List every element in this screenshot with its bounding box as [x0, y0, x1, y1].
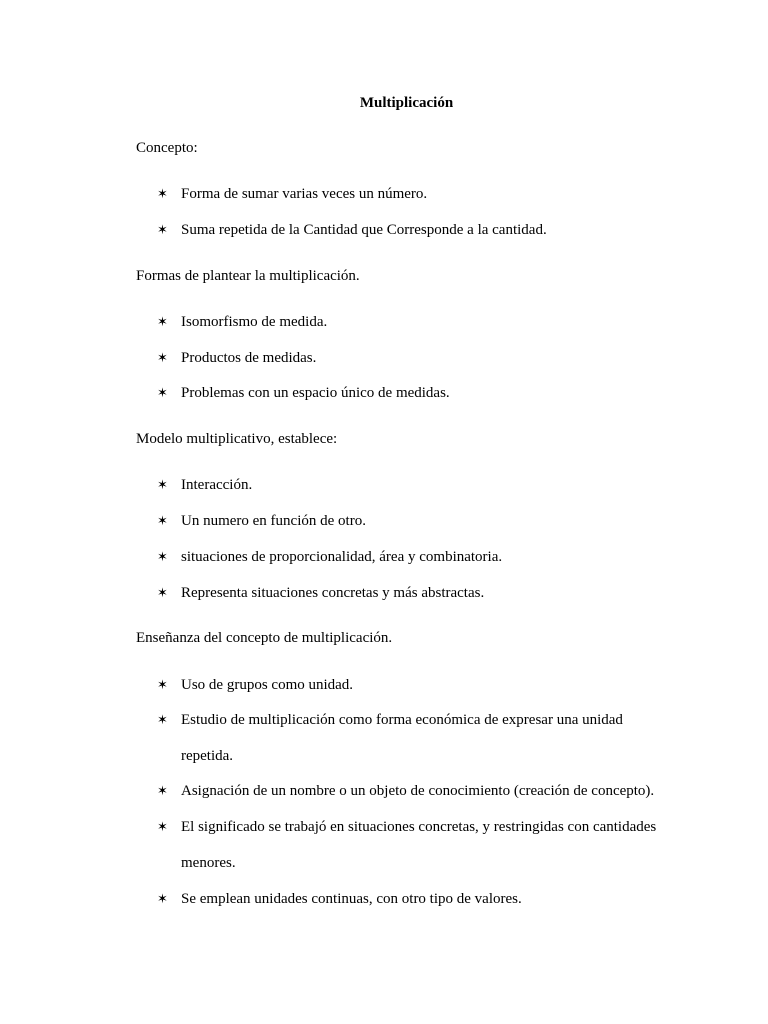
bullet-star-icon: ✶: [157, 350, 168, 365]
list-item-text: Isomorfismo de medida.: [181, 314, 328, 330]
list-item-text: Asignación de un nombre o un objeto de conocimiento (creación de concepto).: [181, 783, 655, 799]
section-heading-ensenanza: Enseñanza del concepto de multiplicación.: [136, 630, 393, 646]
bullet-star-icon: ✶: [157, 712, 168, 727]
list-item: [157, 575, 677, 611]
bullet-star-icon: ✶: [157, 477, 168, 492]
list-item-text: Representa situaciones concretas y más abstractas.: [181, 585, 485, 601]
list-item: [157, 702, 677, 774]
bullet-star-icon: ✶: [157, 783, 168, 798]
bullet-star-icon: ✶: [157, 222, 168, 237]
list-item: [157, 340, 677, 376]
bullet-star-icon: ✶: [157, 513, 168, 528]
list-item: [157, 539, 677, 575]
list-item-text: Uso de grupos como unidad.: [181, 677, 354, 693]
page-title: Multiplicación: [359, 95, 454, 111]
list-item: [157, 304, 677, 340]
bullet-star-icon: ✶: [157, 186, 168, 201]
list-item: [157, 212, 677, 248]
list-item: [157, 503, 677, 539]
list-item-text: Suma repetida de la Cantidad que Corresponde a la cantidad.: [181, 222, 547, 238]
list-item-text: Se emplean unidades continuas, con otro tipo de valores.: [181, 891, 522, 907]
section-heading-concepto: Concepto:: [136, 140, 198, 156]
section-heading-formas: Formas de plantear la multiplicación.: [136, 268, 360, 284]
list-item-text: Productos de medidas.: [181, 350, 317, 366]
bullet-star-icon: ✶: [157, 585, 168, 600]
bullet-star-icon: ✶: [157, 677, 168, 692]
list-item-text: Problemas con un espacio único de medidas.: [181, 385, 450, 401]
list-item-text: Estudio de multiplicación como forma económica de expresar una unidad repetida.: [181, 712, 623, 764]
section-heading-modelo: Modelo multiplicativo, establece:: [136, 431, 338, 447]
list-item: [157, 773, 677, 809]
list-item: [157, 667, 677, 703]
bullet-star-icon: ✶: [157, 314, 168, 329]
list-item-text: Un numero en función de otro.: [181, 513, 366, 529]
list-item-text: Interacción.: [181, 477, 253, 493]
bullet-star-icon: ✶: [157, 549, 168, 564]
bullet-star-icon: ✶: [157, 385, 168, 400]
list-item: [157, 467, 677, 503]
list-item: [157, 809, 677, 881]
list-item-text: El significado se trabajó en situaciones concretas, y restringidas con cantidades menores.: [181, 819, 657, 871]
list-item: [157, 375, 677, 411]
bullet-star-icon: ✶: [157, 891, 168, 906]
list-item: [157, 176, 677, 212]
list-item-text: Forma de sumar varias veces un número.: [181, 186, 428, 202]
bullet-star-icon: ✶: [157, 819, 168, 834]
list-item: [157, 881, 677, 917]
list-item-text: situaciones de proporcionalidad, área y combinatoria.: [181, 549, 503, 565]
